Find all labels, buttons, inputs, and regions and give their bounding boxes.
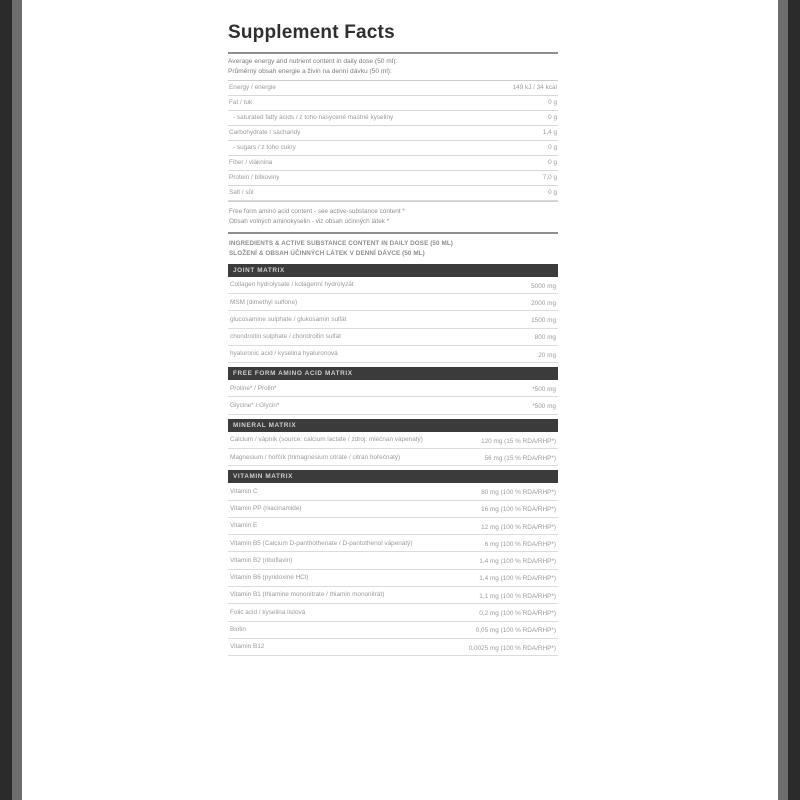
table-row — [228, 186, 558, 201]
ingredient-value: 120 mg (15 % RDA/RHP*) — [481, 437, 556, 445]
ingredient-name: Magnesium / hořčík (trimagnesium citrate / citran hořečnatý) — [230, 453, 401, 461]
nutrient-value: 0 g — [548, 144, 557, 152]
ingredient-value: 6 mg (100 % RDA/RHP*) — [484, 540, 556, 548]
ingredient-value: 20 mg — [538, 351, 556, 359]
table-row — [228, 570, 558, 587]
nutrient-value: 149 kJ / 34 kcal — [512, 84, 557, 92]
ingredient-value: 0,0025 mg (100 % RDA/RHP*) — [468, 644, 556, 652]
table-row — [228, 397, 558, 414]
table-row — [228, 81, 558, 96]
ingredient-name: hyaluronic acid / kyselina hyaluronová — [230, 350, 338, 358]
table-row — [228, 449, 558, 466]
nutrient-value: 0 g — [548, 99, 557, 107]
nutrient-name: Protein / bílkoviny — [229, 174, 280, 182]
ingredient-name: chondroitin sulphate / chondroitin sulfát — [230, 333, 341, 341]
table-row — [228, 294, 558, 311]
ingredient-name: Biotin — [230, 626, 246, 634]
free-amino-note-cs: Obsah volných aminokyselin - viz obsah účinných látek * — [229, 217, 390, 225]
table-row — [228, 111, 558, 126]
nutrient-value: 1,4 g — [542, 129, 557, 137]
table-row — [228, 622, 558, 639]
section-header-free-form-amino-acid-matrix: FREE FORM AMINO ACID MATRIX — [228, 367, 558, 380]
ingredient-name: glucosamine sulphate / glukosamin sulfát — [230, 315, 347, 323]
table-row — [228, 501, 558, 518]
ingredient-name: MSM (dimethyl sulfone) — [230, 298, 298, 306]
ingredient-name: Vitamin B1 (thiamine mononitrate / thiamin mononitrát) — [230, 591, 385, 599]
nutrition-intro-line-cs: Průměrný obsah energie a živin na denní dávku (50 ml): — [228, 67, 392, 75]
table-row — [228, 380, 558, 397]
ingredient-name: Vitamin B2 (riboflavin) — [230, 556, 293, 564]
label-edge-shadow-left — [0, 0, 12, 800]
ingredient-value: 16 mg (100 % RDA/RHP*) — [481, 506, 556, 514]
ingredient-value: 80 mg (100 % RDA/RHP*) — [481, 489, 556, 497]
table-row — [228, 126, 558, 141]
table-row — [228, 535, 558, 552]
ingredient-name: Calcium / vápník (source: calcium lactate / zdroj: mléčnan vápenatý) — [230, 436, 423, 444]
section-mineral-matrix — [228, 432, 558, 467]
table-row — [228, 432, 558, 449]
nutrition-intro-line-en: Average energy and nutrient content in daily dose (50 ml): — [228, 58, 398, 65]
section-joint-matrix — [228, 277, 558, 363]
nutrient-name: Fat / tuk — [229, 99, 253, 107]
table-row — [228, 346, 558, 363]
table-row — [228, 604, 558, 621]
table-row — [228, 141, 558, 156]
ingredient-name: Folic acid / kyselina listová — [230, 608, 306, 616]
table-row — [228, 518, 558, 535]
table-row — [228, 311, 558, 328]
ingredient-value: 1500 mg — [531, 317, 556, 325]
nutrient-name: Salt / sůl — [229, 189, 254, 197]
ingredient-value: 56 mg (15 % RDA/RHP*) — [484, 454, 556, 462]
ingredient-value: 1,1 mg (100 % RDA/RHP*) — [479, 592, 556, 600]
ingredient-value: 12 mg (100 % RDA/RHP*) — [481, 523, 556, 531]
label-edge-shadow-right — [788, 0, 800, 800]
free-amino-note — [228, 201, 558, 234]
label-edge-gradient-right — [778, 0, 788, 800]
table-row — [228, 277, 558, 294]
table-row — [228, 171, 558, 186]
nutrition-intro — [228, 52, 558, 81]
section-header-mineral-matrix: MINERAL MATRIX — [228, 419, 558, 432]
nutrition-table — [228, 81, 558, 201]
ingredient-value: *500 mg — [532, 385, 556, 393]
ingredient-value: 2000 mg — [531, 299, 556, 307]
ingredients-heading — [228, 234, 558, 264]
section-header-vitamin-matrix: VITAMIN MATRIX — [228, 470, 558, 483]
ingredient-name: Vitamin B6 (pyridoxine HCl) — [230, 574, 309, 582]
table-row — [228, 483, 558, 500]
section-header-joint-matrix: JOINT MATRIX — [228, 264, 558, 277]
page-title: Supplement Facts — [228, 22, 395, 43]
ingredient-value: 1,4 mg (100 % RDA/RHP*) — [479, 575, 556, 583]
nutrient-name: Energy / energie — [229, 84, 276, 92]
ingredient-name: Glycine* / Glycin* — [230, 401, 280, 409]
ingredient-value: 5000 mg — [531, 282, 556, 290]
ingredient-name: Vitamin B12 — [230, 643, 265, 651]
label-edge-gradient-left — [12, 0, 22, 800]
table-row — [228, 329, 558, 346]
nutrient-name: - saturated fatty acids / z toho nasycené mastné kyseliny — [233, 114, 394, 122]
table-row — [228, 96, 558, 111]
ingredients-heading-cs: SLOŽENÍ & OBSAH ÚČINNÝCH LÁTEK V DENNÍ DÁVCE (50 ML) — [229, 249, 425, 257]
ingredient-name: Vitamin PP (niacinamide) — [230, 505, 302, 513]
ingredient-name: Proline* / Prolin* — [230, 384, 277, 392]
nutrient-value: 7,0 g — [542, 174, 557, 182]
ingredient-value: *500 mg — [532, 403, 556, 411]
ingredient-name: Vitamin C — [230, 487, 258, 495]
table-row — [228, 156, 558, 171]
nutrient-name: Carbohydrate / sacharidy — [229, 129, 301, 137]
section-vitamin-matrix — [228, 483, 558, 656]
nutrient-value: 0 g — [548, 159, 557, 167]
free-amino-note-en: Free form amino acid content - see active-substance content * — [229, 207, 405, 215]
ingredient-value: 800 mg — [534, 334, 556, 342]
table-row — [228, 587, 558, 604]
nutrient-name: - sugars / z toho cukry — [233, 144, 296, 152]
nutrient-value: 0 g — [548, 114, 557, 122]
ingredient-name: Collagen hydrolysate / kolagenní hydrolyzát — [230, 281, 354, 289]
ingredients-heading-en: INGREDIENTS & ACTIVE SUBSTANCE CONTENT IN DAILY DOSE (50 ML) — [229, 239, 453, 247]
table-row — [228, 552, 558, 569]
nutrient-value: 0 g — [548, 189, 557, 197]
table-row — [228, 639, 558, 656]
ingredient-name: Vitamin B5 (Calcium D-panthothenate / D-pantothenol vápenatý) — [230, 539, 413, 547]
nutrient-name: Fiber / vláknina — [229, 159, 273, 167]
ingredient-value: 0,05 mg (100 % RDA/RHP*) — [475, 627, 556, 635]
section-free-form-amino-acid-matrix — [228, 380, 558, 415]
ingredient-value: 1,4 mg (100 % RDA/RHP*) — [479, 558, 556, 566]
ingredient-name: Vitamin E — [230, 522, 258, 530]
supplement-facts-panel — [228, 12, 558, 788]
ingredient-value: 0,2 mg (100 % RDA/RHP*) — [479, 610, 556, 618]
